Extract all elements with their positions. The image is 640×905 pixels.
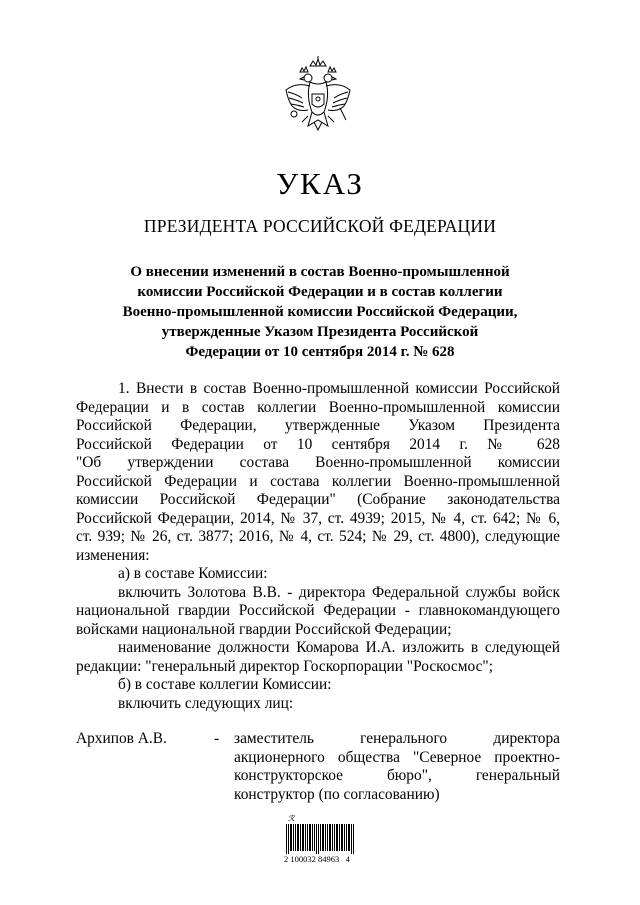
body-line: включить Золотова В.В. - директора Федеральной службы войск xyxy=(118,583,560,601)
document-subtitle: ПРЕЗИДЕНТА РОССИЙСКОЙ ФЕДЕРАЦИИ xyxy=(143,216,497,236)
heading-line: утвержденные Указом Президента Российской xyxy=(161,324,479,340)
entry-dash: - xyxy=(214,730,220,747)
body-line: национальной гвардии Российской Федерации - главнокомандующего xyxy=(76,602,560,619)
body-line: Федерации и в состав коллегии Военно-промышленной комиссии xyxy=(76,398,560,416)
body-line: б) в составе коллегии Комиссии: xyxy=(118,676,332,693)
position-line: акционерного общества "Северное проектно- xyxy=(234,748,560,766)
body-line: Российской Федерации, утвержденные Указом Президента xyxy=(76,417,560,434)
position-line: конструкторское бюро", генеральный xyxy=(234,767,560,784)
document-title: УКАЗ xyxy=(276,166,364,201)
body-line: комиссии Российской Федерации" (Собрание законодательства xyxy=(76,491,560,508)
body-line: 1. Внести в состав Военно-промышленной комиссии Российской xyxy=(118,380,560,397)
appointee-position xyxy=(234,730,560,804)
registration-mark: ℛ xyxy=(288,814,295,823)
heading-line: Военно-промышленной комиссии Российской Федерации, xyxy=(122,304,518,320)
body-line: а) в составе Комиссии: xyxy=(118,565,268,582)
body-line: редакции: "генеральный директор Госкорпорации "Роскосмос"; xyxy=(76,657,493,675)
body-line: Российской Федерации и состава коллегии Военно-промышленной xyxy=(76,472,560,490)
position-line: заместитель генерального директора xyxy=(234,730,560,747)
coat-of-arms-emblem xyxy=(280,56,356,148)
body-line: Российской Федерации, 2014, № 37, ст. 4939; 2015, № 4, ст. 642; № 6, xyxy=(76,509,560,527)
heading-line: О внесении изменений в состав Военно-промышленной xyxy=(130,264,510,280)
heading-line: комиссии Российской Федерации и в состав коллегии xyxy=(137,284,503,300)
body-line: наименование должности Комарова И.А. изложить в следующей xyxy=(118,639,560,656)
barcode-number: 2 100032 84963 4 xyxy=(284,854,350,864)
body-line: изменения: xyxy=(76,546,150,564)
body-line: включить следующих лиц: xyxy=(118,694,294,712)
body-line: Российской Федерации от 10 сентября 2014 г. № 628 xyxy=(76,435,560,453)
barcode-bars xyxy=(286,824,356,854)
decree-heading xyxy=(90,262,550,362)
barcode xyxy=(270,814,370,870)
body-line: войсками национальной гвардии Российской Федерации; xyxy=(76,620,452,638)
decree-body xyxy=(76,380,560,713)
position-line: конструктор (по согласованию) xyxy=(234,785,440,803)
body-line: ст. 939; № 26, ст. 3877; 2016, № 4, ст. 524; № 29, ст. 4800), следующие xyxy=(76,528,560,545)
body-line: "Об утверждении состава Военно-промышленной комиссии xyxy=(76,454,560,471)
heading-line: Федерации от 10 сентября 2014 г. № 628 xyxy=(185,344,455,360)
appointee-name: Архипов А.В. xyxy=(76,730,167,747)
